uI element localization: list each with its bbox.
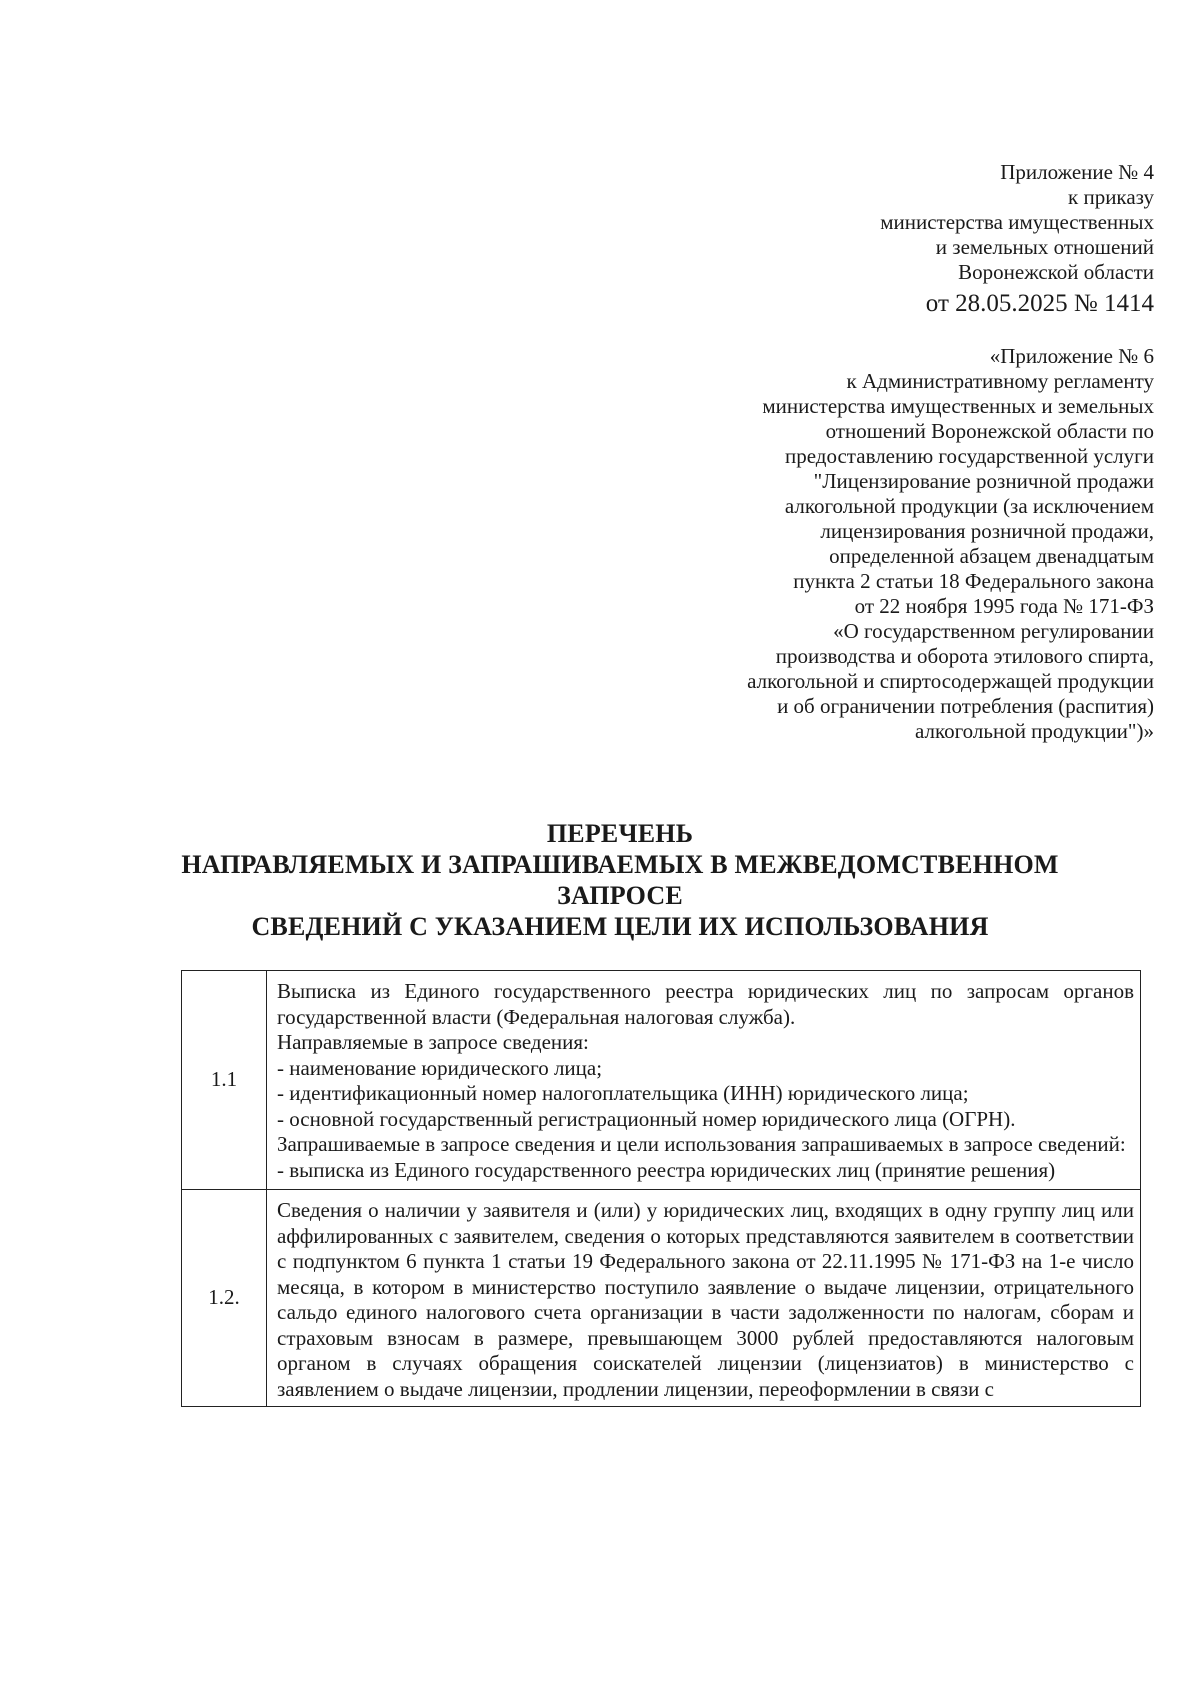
row-paragraph: - идентификационный номер налогоплательщика (ИНН) юридического лица; xyxy=(277,1081,969,1105)
row-paragraph: - выписка из Единого государственного реестра юридических лиц (принятие решения) xyxy=(277,1157,1056,1182)
row-content xyxy=(267,971,1141,1190)
annex-6-line: алкогольной и спиртосодержащей продукции xyxy=(747,669,1154,693)
request-items-table xyxy=(181,970,1141,1407)
document-title xyxy=(120,818,1120,942)
annex-4-line: Воронежской области xyxy=(958,260,1154,284)
title-line: НАПРАВЛЯЕМЫХ И ЗАПРАШИВАЕМЫХ В МЕЖВЕДОМСТВЕННОМ xyxy=(181,850,1059,879)
annex-6-line: производства и оборота этилового спирта, xyxy=(775,644,1154,668)
annex-6-line: от 22 ноября 1995 года № 171-ФЗ xyxy=(854,594,1154,618)
annex-6-line: лицензирования розничной продажи, xyxy=(820,519,1154,543)
table-row xyxy=(182,971,1141,1190)
annex-4-line: министерства имущественных xyxy=(880,210,1154,234)
row-paragraph: Сведения о наличии у заявителя и (или) у юридических лиц, входящих в одну группу лиц или аффилированных с заявителем, сведения о которых представляются заявителем в соответствии с подпунктом 6 пункта 1 статьи 19 Федерального закона от 22.11.1995 № 171-ФЗ на 1-е число месяца, в котором в министерство поступило заявление о выдаче лицензии, отрицательного сальдо единого налогового счета организации в части задолженности по налогам, сборам и страховым взносам в размере, превышающем 3000 рублей предоставляются налоговым органом в случаях обращения соискателей лицензии (лицензиатов) в министерство с заявлением о выдаче лицензии, продлении лицензии, переоформлении в связи с xyxy=(277,1198,1134,1401)
annex-4-line: Приложение № 4 xyxy=(1000,160,1154,184)
annex-6-header xyxy=(747,344,1154,744)
title-line: СВЕДЕНИЙ С УКАЗАНИЕМ ЦЕЛИ ИХ ИСПОЛЬЗОВАНИЯ xyxy=(251,912,989,941)
annex-6-line: «Приложение № 6 xyxy=(989,344,1154,368)
annex-6-line: и об ограничении потребления (распития) xyxy=(777,694,1154,718)
annex-6-line: министерства имущественных и земельных xyxy=(762,394,1154,418)
row-number: 1.1 xyxy=(182,971,267,1190)
annex-6-line: к Административному регламенту xyxy=(846,369,1154,393)
annex-4-line: и земельных отношений xyxy=(935,235,1154,259)
annex-6-line: определенной абзацем двенадцатым xyxy=(829,544,1154,568)
row-paragraph: - основной государственный регистрационный номер юридического лица (ОГРН). xyxy=(277,1106,1016,1131)
row-paragraph: Запрашиваемые в запросе сведения и цели использования запрашиваемых в запросе сведений: xyxy=(277,1132,1126,1156)
annex-6-line: "Лицензирование розничной продажи xyxy=(813,469,1154,493)
annex-6-line: алкогольной продукции (за исключением xyxy=(784,494,1154,518)
table-row xyxy=(182,1190,1141,1407)
annex-6-line: пункта 2 статьи 18 Федерального закона xyxy=(793,569,1154,593)
row-number: 1.2. xyxy=(182,1190,267,1407)
row-paragraph: Направляемые в запросе сведения: xyxy=(277,1030,589,1054)
annex-4-line: к приказу xyxy=(1068,185,1154,209)
row-paragraph: - наименование юридического лица; xyxy=(277,1055,603,1080)
annex-4-header xyxy=(880,160,1154,321)
row-paragraph: Выписка из Единого государственного реестра юридических лиц по запросам органов государственной власти (Федеральная налоговая служба). xyxy=(277,979,1134,1029)
title-line: ЗАПРОСЕ xyxy=(557,881,683,910)
annex-6-line: отношений Воронежской области по xyxy=(825,419,1154,443)
row-content xyxy=(267,1190,1141,1407)
annex-6-line: «О государственном регулировании xyxy=(833,619,1154,643)
annex-6-line: алкогольной продукции")» xyxy=(914,719,1154,743)
annex-6-line: предоставлению государственной услуги xyxy=(785,444,1154,468)
order-date-number: от 28.05.2025 № 1414 xyxy=(925,290,1154,317)
title-line: ПЕРЕЧЕНЬ xyxy=(546,819,694,848)
